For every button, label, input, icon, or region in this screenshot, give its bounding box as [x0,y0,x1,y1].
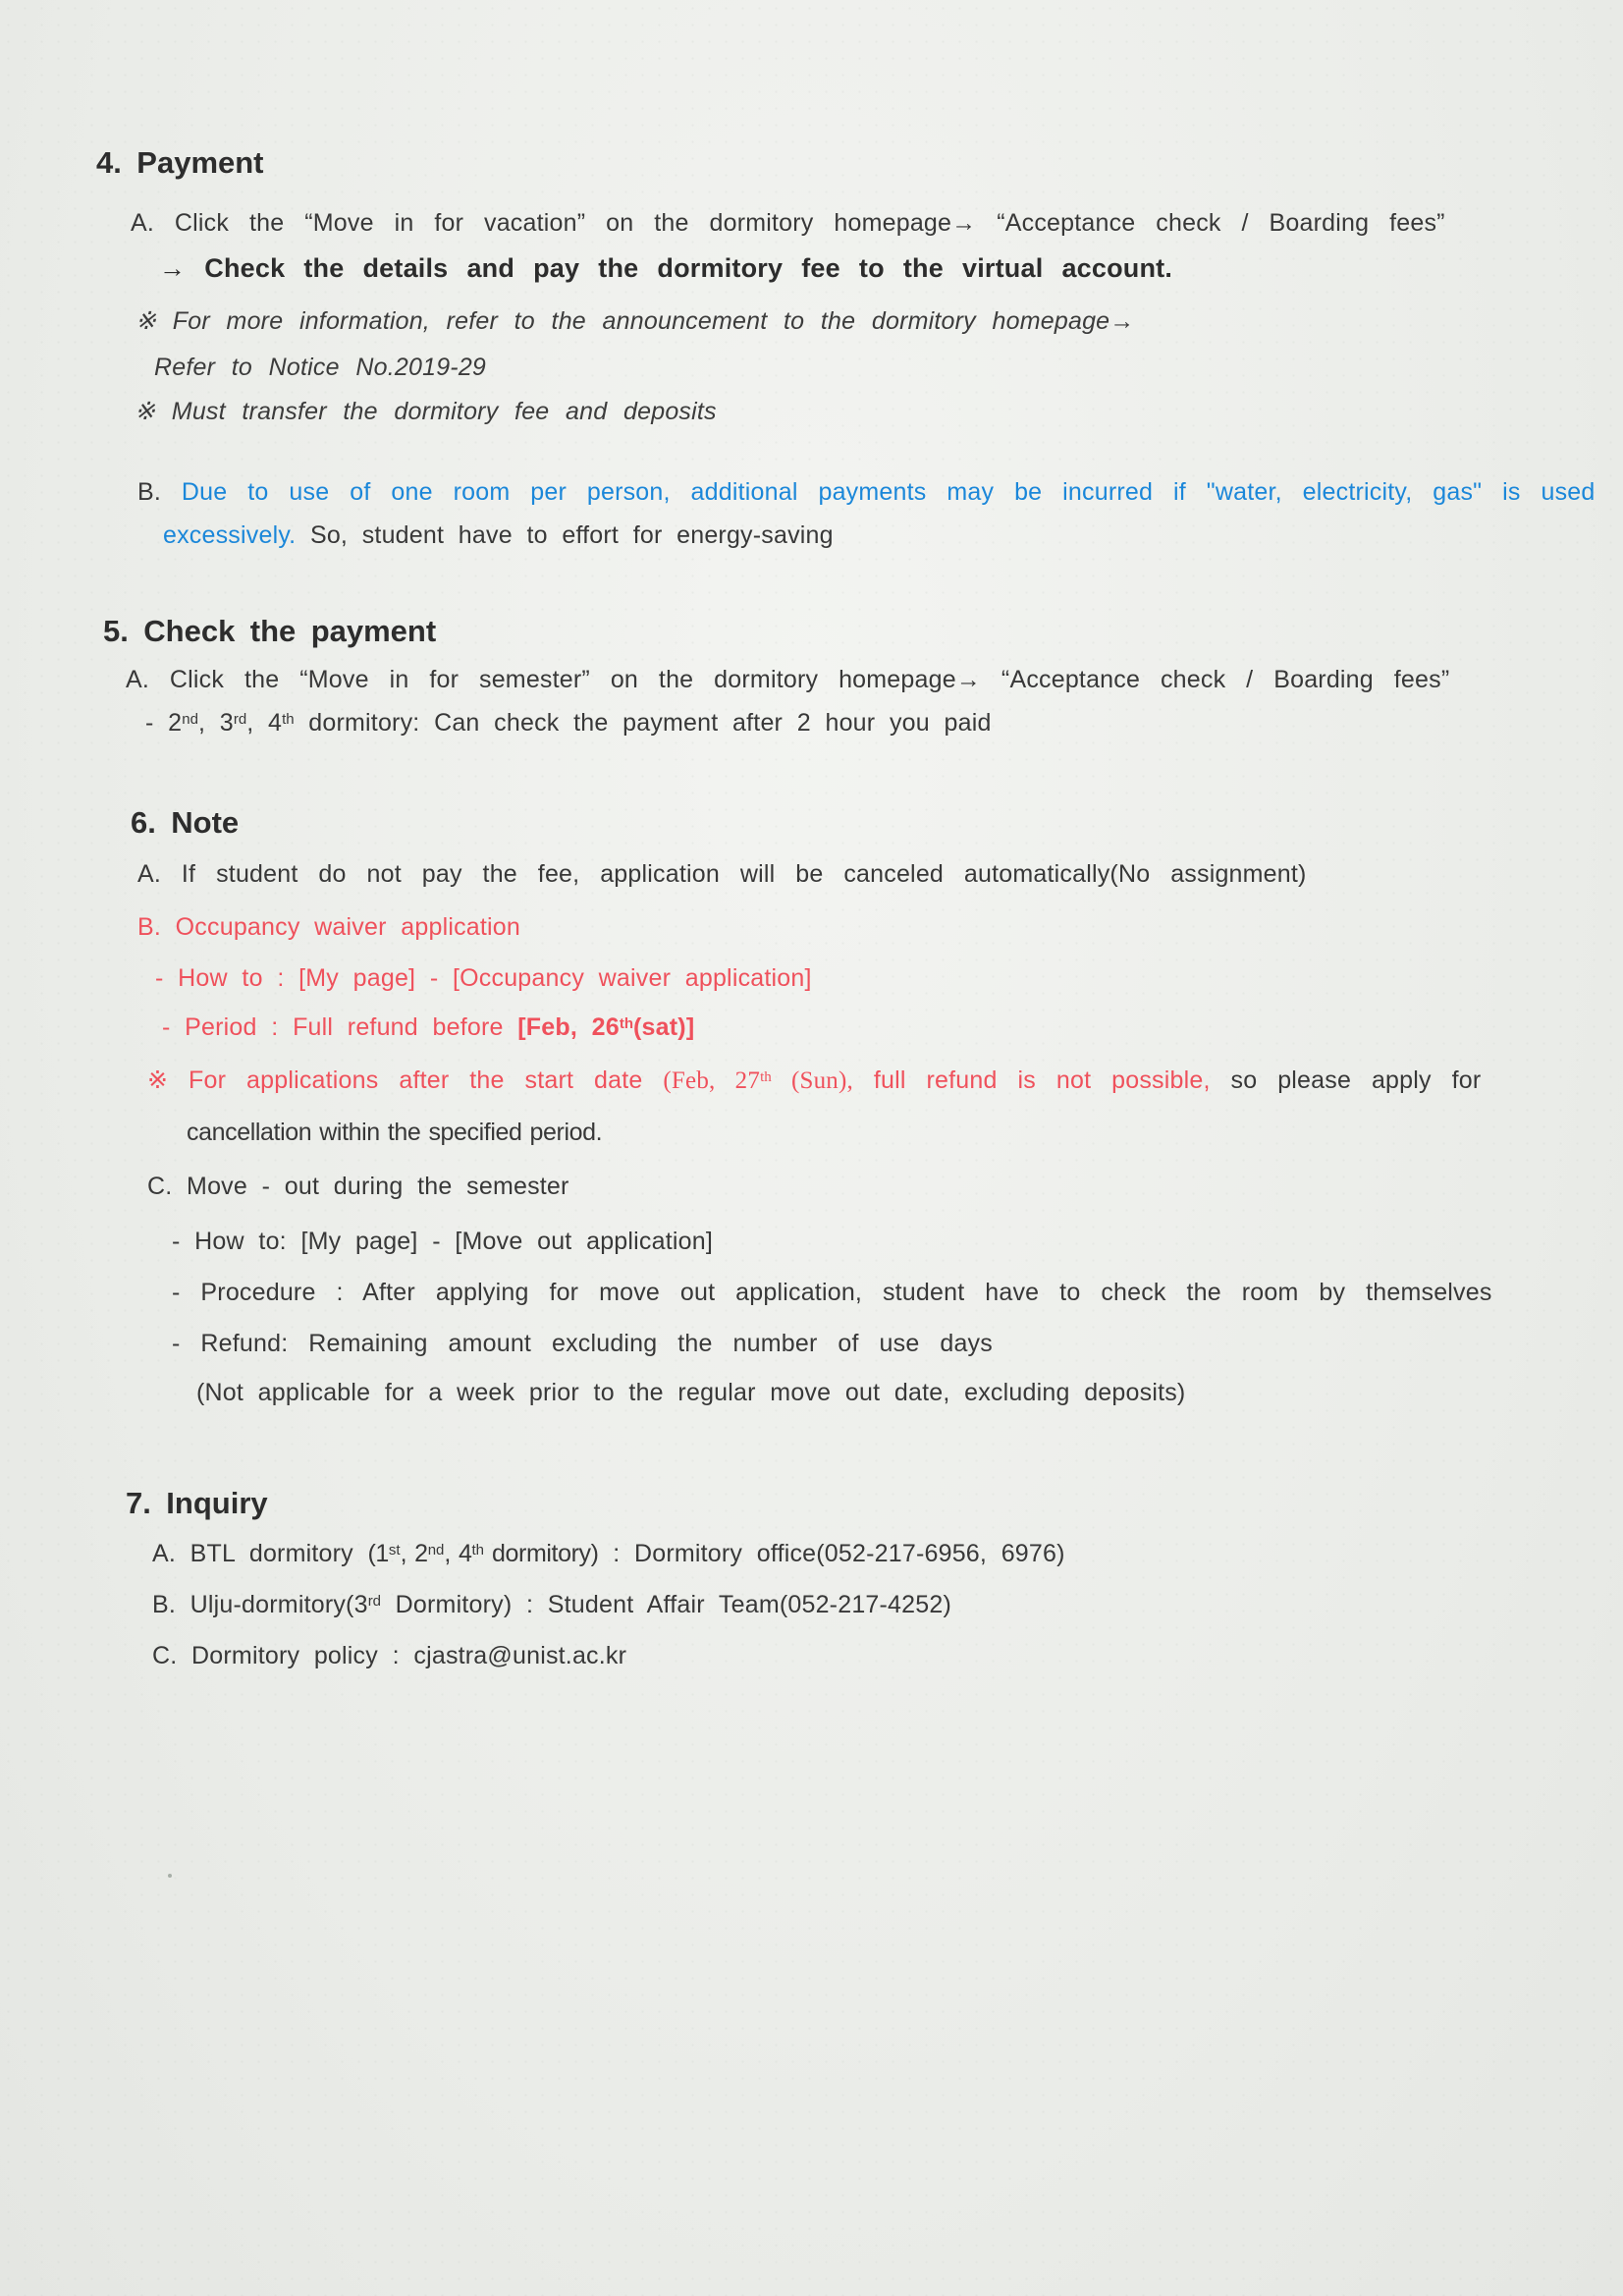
payment-item-a [131,209,1445,238]
payment-item-b-cont-seg-1: So, student have to effort for energy-saving [296,521,834,549]
note-b-warning-seg-2: th [760,1068,772,1085]
section-payment-heading [96,145,264,181]
note-b-warning-cont [187,1119,602,1147]
note-b-warning [147,1066,1481,1096]
payment-item-a-action-seg-0: → Check the details and pay the dormitory fee to the virtual account. [159,253,1173,283]
note-item-b [137,913,520,942]
check-item-a-detail-seg-2: , 3 [197,709,234,737]
payment-item-a-action [159,253,1172,284]
note-c-procedure [172,1279,1492,1307]
inquiry-item-a-seg-5: , 4 [444,1540,472,1567]
check-item-a-seg-0: A. Click the “Move in for semester” on the dormitory homepage→ “Acceptance check / Boarding fees” [126,666,1450,693]
payment-item-b [137,478,1595,507]
section-payment-heading-seg-0: 4. Payment [96,145,264,180]
note-c-howto-seg-0: - How to: [My page] - [Move out application] [172,1228,713,1255]
inquiry-item-c [152,1642,626,1670]
inquiry-item-a-seg-0: A. BTL dormitory [152,1540,368,1567]
payment-item-b-seg-1: Due to use of one room per person, additional payments may be incurred if "water, electricity, gas" is used [181,478,1596,506]
payment-note-more-info-seg-0: ※ For more information, refer to the announcement to the dormitory homepage→ [135,307,1135,335]
scan-artifact-speck [168,1874,172,1878]
payment-item-b-cont [163,521,834,550]
note-b-warning-seg-0: ※ For applications after the start date [147,1066,664,1094]
note-b-warning-cont-seg-0: cancellation within the specified period. [187,1119,603,1146]
note-b-warning-seg-5: so please apply for [1210,1066,1482,1094]
section-note-heading [131,805,239,841]
payment-note-more-info [135,307,1134,336]
note-b-warning-seg-4: full refund is not possible, [852,1066,1211,1094]
note-b-warning-seg-3: (Sun), [771,1067,853,1094]
note-b-warning-seg-1: (Feb, 27 [663,1067,761,1094]
note-b-period-seg-1: [Feb, 26 [517,1013,620,1041]
payment-note-transfer-seg-0: ※ Must transfer the dormitory fee and deposits [135,398,717,425]
payment-item-b-cont-seg-0: excessively. [163,521,297,549]
section-inquiry-heading-seg-0: 7. Inquiry [126,1486,268,1520]
check-item-a-detail-seg-3: rd [233,710,247,728]
inquiry-item-a-seg-6: th [471,1541,484,1558]
inquiry-item-a-seg-8: : Dormitory office(052-217-6956, 6976) [598,1540,1065,1567]
note-b-period-seg-3: (sat)] [633,1013,695,1041]
payment-note-transfer [135,398,717,426]
note-item-b-seg-0: B. Occupancy waiver application [137,913,520,941]
note-item-c [147,1173,569,1201]
section-check-payment-heading [103,614,436,649]
note-item-a-seg-0: A. If student do not pay the fee, application will be canceled automatically(No assignment) [137,860,1307,888]
note-b-period-seg-2: th [619,1014,634,1032]
note-c-refund-note [196,1379,1185,1407]
note-c-refund-seg-0: - Refund: Remaining amount excluding the number of use days [172,1330,993,1357]
inquiry-item-a-seg-3: , 2 [400,1540,428,1567]
section-inquiry-heading [126,1486,268,1521]
check-item-a-detail-seg-0: - 2 [145,709,183,737]
inquiry-item-b-seg-0: B. Ulju-dormitory(3 [152,1591,368,1618]
note-b-howto-seg-0: - How to : [My page] - [Occupancy waiver application] [155,964,812,992]
note-c-refund [172,1330,993,1358]
note-item-a [137,860,1307,889]
payment-item-b-seg-0: B. [137,478,182,506]
inquiry-item-a [152,1540,1065,1568]
note-b-period [162,1013,694,1042]
inquiry-item-b-seg-1: rd [367,1592,382,1610]
payment-note-refer [154,354,486,382]
note-b-howto [155,964,812,993]
note-b-period-seg-0: - Period : Full refund before [162,1013,518,1041]
check-item-a-detail-seg-6: dormitory: Can check the payment after 2 hour you paid [294,709,992,737]
check-item-a-detail [145,709,992,738]
check-item-a-detail-seg-4: , 4 [246,709,283,737]
inquiry-item-a-seg-1: (1 [367,1540,389,1567]
section-check-payment-heading-seg-0: 5. Check the payment [103,614,437,648]
check-item-a-detail-seg-5: th [282,710,295,728]
section-note-heading-seg-0: 6. Note [131,805,240,840]
inquiry-item-b-seg-2: Dormitory) : Student Affair Team(052-217-4252) [381,1591,951,1618]
inquiry-item-a-seg-2: st [388,1541,401,1558]
check-item-a-detail-seg-1: nd [182,710,198,728]
payment-item-a-seg-0: A. Click the “Move in for vacation” on the dormitory homepage→ “Acceptance check / Boarding fees” [131,209,1445,237]
inquiry-item-a-seg-4: nd [427,1541,445,1558]
note-c-refund-note-seg-0: (Not applicable for a week prior to the regular move out date, excluding deposits) [196,1379,1186,1406]
note-c-procedure-seg-0: - Procedure : After applying for move out application, student have to check the room by themselves [172,1279,1492,1306]
inquiry-item-b [152,1591,951,1619]
inquiry-item-c-seg-0: C. Dormitory policy : cjastra@unist.ac.kr [152,1642,627,1669]
payment-note-refer-seg-0: Refer to Notice No.2019-29 [154,354,487,381]
note-item-c-seg-0: C. Move - out during the semester [147,1173,569,1200]
note-c-howto [172,1228,713,1256]
check-item-a [126,666,1449,694]
inquiry-item-a-seg-7: dormitory) [484,1540,599,1567]
